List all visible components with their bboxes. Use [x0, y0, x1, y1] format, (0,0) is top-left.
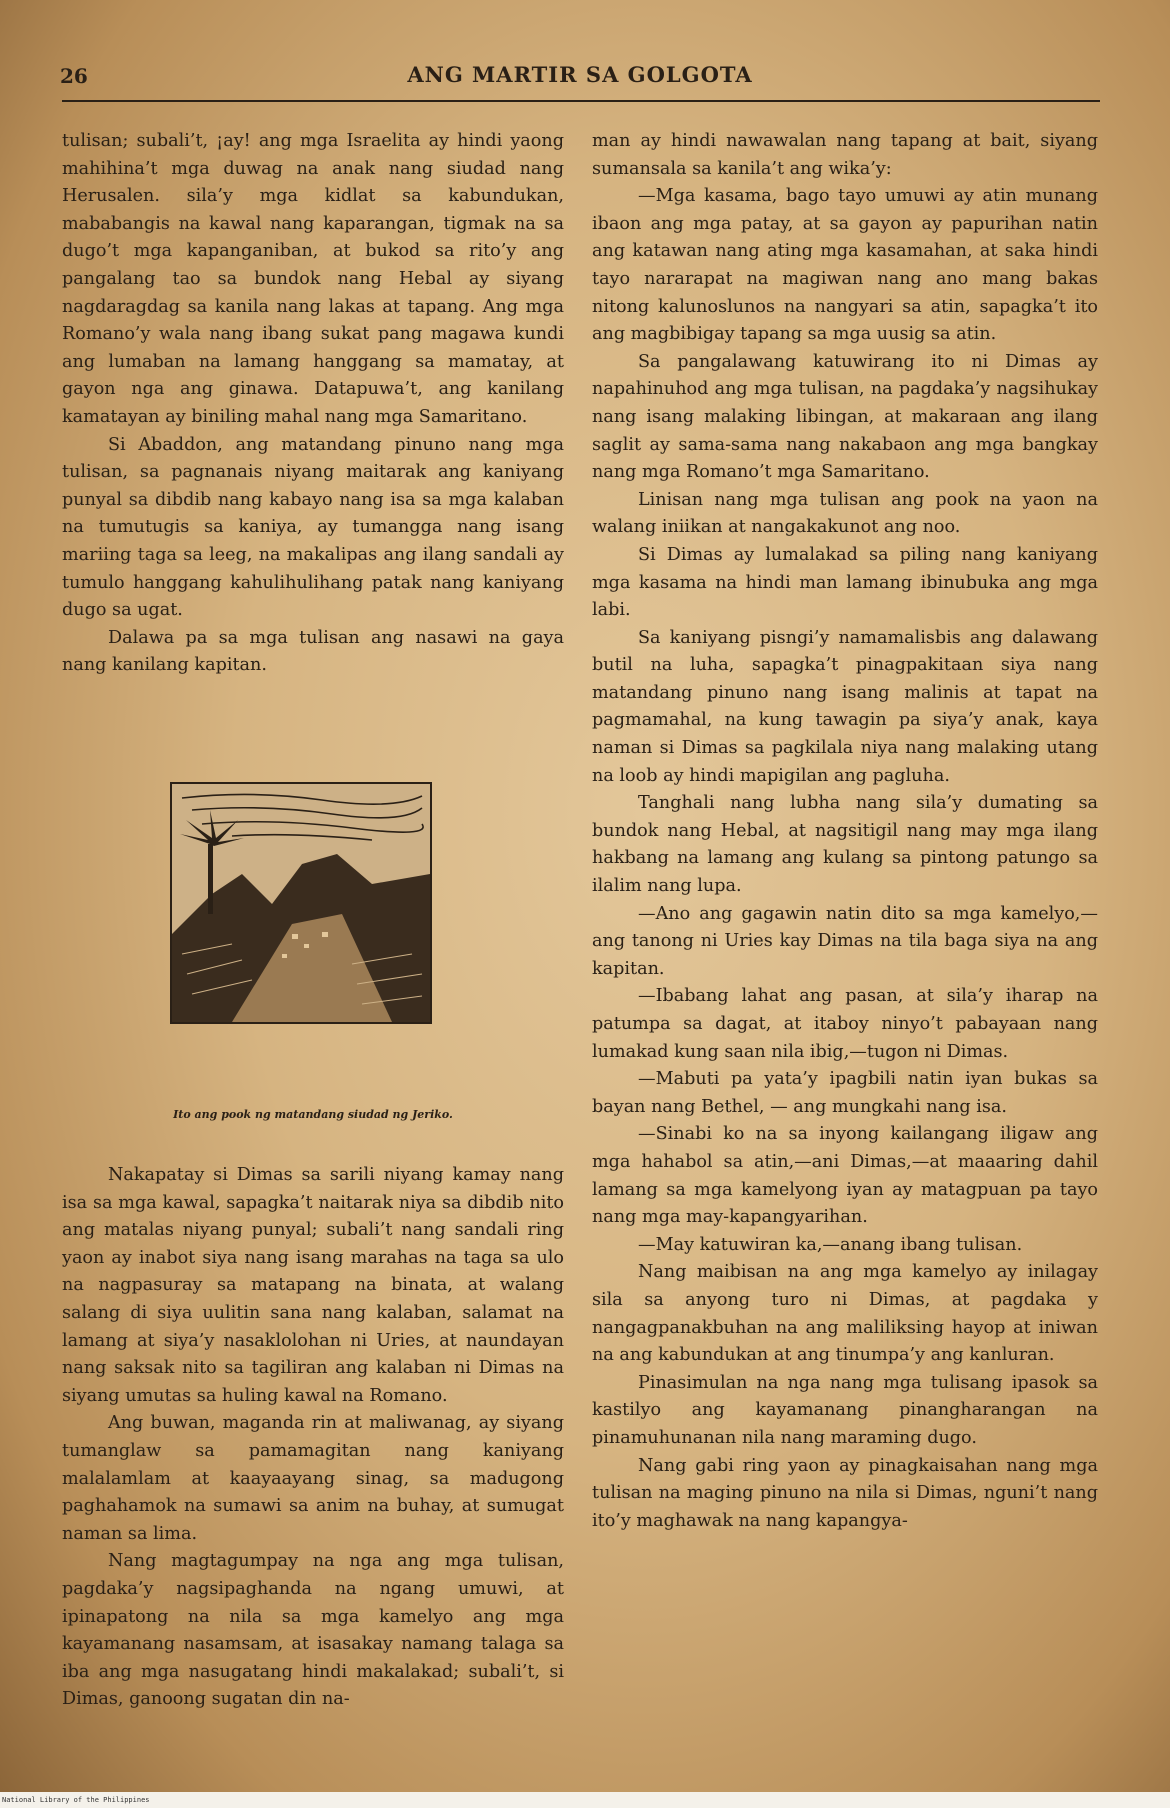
library-credit: National Library of the Philippines: [0, 1792, 1170, 1808]
paragraph: —Ano ang gagawin natin dito sa mga kamelyo,—ang tanong ni Uries kay Dimas na tila baga siya na ang kapitan.: [592, 903, 1098, 979]
paragraph: Linisan nang mga tulisan ang pook na yaon na walang iniikan at nangakakunot ang noo.: [592, 489, 1098, 538]
paragraph: —Sinabi ko na sa inyong kailangang iligaw ang mga hahabol sa atin,—ani Dimas,—at maaaring dahil lamang sa mga kamelyong iyan ay matagpuan pa tayo nang mga may-kapangyarihan.: [592, 1124, 1098, 1228]
paragraph: man ay hindi nawawalan nang tapang at bait, siyang sumansala sa kanila’t ang wika’y:: [592, 131, 1098, 179]
paragraph: Pinasimulan na nga nang mga tulisang ipasok sa kastilyo ang kayamanang pinangharangan na pinamuhunanan nila nang maraming dugo.: [592, 1372, 1098, 1448]
right-column: [592, 128, 1098, 1535]
paragraph: Nang maibisan na ang mga kamelyo ay inilagay sila sa anyong turo ni Dimas, at pagdaka y nangagpanakbuhan na ang maliliksing hayop at iniwan na ang kabundukan at ang tinumpa’y ang kanluran.: [592, 1262, 1098, 1366]
paragraph: —Mga kasama, bago tayo umuwi ay atin munang ibaon ang mga patay, at sa gayon ay papurihan natin ang katawan nang ating mga kasamahan, at saka hindi tayo nararapat na magiwan nang ano mang bakas nitong kalunoslunos na nangyari sa atin, sapagka’t ito ang magbibigay tapang sa mga uusig sa atin.: [592, 186, 1098, 345]
running-title: ANG MARTIR SA GOLGOTA: [407, 62, 753, 87]
paragraph: —May katuwiran ka,—anang ibang tulisan.: [638, 1234, 1023, 1255]
paragraph: Si Abaddon, ang matandang pinuno nang mga tulisan, sa pagnanais niyang maitarak ang kaniyang punyal sa dibdib nang kabayo nang isa sa mga kalaban na tumutugis sa kaniya, ay tumangga nang isang mariing taga sa leeg, na makalipas ang ilang sandali ay tumulo hanggang kahulihulihang patak nang kaniyang dugo sa ugat.: [62, 434, 564, 621]
figure-caption: Ito ang pook ng matandang siudad ng Jeriko.: [173, 1108, 453, 1121]
paragraph: Nang gabi ring yaon ay pinagkaisahan nang mga tulisan na maging pinuno na nila si Dimas, nguni’t nang ito’y maghawak na nang kapangya-: [592, 1455, 1098, 1531]
left-column-bottom: [62, 1162, 564, 1714]
paragraph: Nakapatay si Dimas sa sarili niyang kamay nang isa sa mga kawal, sapagka’t naitarak niya sa dibdib nito ang matalas niyang punyal; subali’t nang sandali ring yaon ay inabot siya nang isang marahas na taga sa ulo na nagpasuray sa matapang na binata, at walang salang di siya uulitin sana nang kalaban, salamat na lamang at siya’y nasaklolohan ni Uries, at naundayan nang saksak nito sa tagiliran ang kalaban ni Dimas na siyang umutas sa huling kawal na Romano.: [62, 1165, 564, 1406]
page-number: 26: [60, 64, 88, 88]
header-rule: [62, 100, 1100, 102]
paragraph: Tanghali nang lubha nang sila’y dumating sa bundok nang Hebal, at nagsitigil nang may mga ilang hakbang na lamang ang kulang sa pintong patungo sa ilalim nang lupa.: [592, 793, 1098, 897]
paragraph: —Ibabang lahat ang pasan, at sila’y iharap na patumpa sa dagat, at itaboy ninyo’t pabayaan nang lumakad kung saan nila ibig,—tugon ni Dimas.: [592, 986, 1098, 1062]
left-column-top: [62, 128, 564, 680]
landscape-picture: [172, 784, 430, 1022]
paragraph: —Mabuti pa yata’y ipagbili natin iyan bukas sa bayan nang Bethel, — ang mungkahi nang isa.: [592, 1069, 1098, 1117]
page-header: [60, 58, 1100, 92]
paragraph: Ang buwan, maganda rin at maliwanag, ay siyang tumanglaw sa pamamagitan nang kaniyang malalamlam at kaayaayang sinag, sa madugong paghahamok na sumawi sa anim na buhay, at sumugat naman sa lima.: [62, 1413, 564, 1544]
paragraph: Sa kaniyang pisngi’y namamalisbis ang dalawang butil na luha, sapagka’t pinagpakitaan siya nang matandang pinuno nang isang malinis at tapat na pagmamahal, na kung tawagin pa siya’y anak, kaya naman si Dimas sa pagkilala niya nang malaking utang na loob ay hindi mapigilan ang pagluha.: [592, 627, 1098, 786]
paragraph: Si Dimas ay lumalakad sa piling nang kaniyang mga kasama na hindi man lamang ibinubuka ang mga labi.: [592, 544, 1098, 621]
paragraph: Sa pangalawang katuwirang ito ni Dimas ay napahinuhod ang mga tulisan, na pagdaka’y nagsihukay nang isang malaking libingan, at makaraan ang ilang saglit ay sama-sama nang nakabaon ang mga bangkay nang mga Romano’t mga Samaritano.: [592, 351, 1098, 483]
paragraph: Nang magtagumpay na nga ang mga tulisan, pagdaka’y nagsipaghanda na ngang umuwi, at ipinapatong na nila sa mga kamelyo ang mga kayamanang nasamsam, at isasakay namang talaga sa iba ang mga nasugatang hindi makalakad; subali’t, si Dimas, ganoong sugatan din na-: [62, 1551, 564, 1710]
paragraph: Dalawa pa sa mga tulisan ang nasawi na gaya nang kanilang kapitan.: [62, 627, 564, 676]
paragraph: tulisan; subali’t, ¡ay! ang mga Israelita ay hindi yaong mahihina’t mga duwag na anak nang siudad nang Herusalen. sila’y mga kidlat sa kabundukan, mababangis na kawal nang kaparangan, tigmak na sa dugo’t mga kapanganiban, at bukod sa rito’y ang pangalang tao sa bundok nang Hebal ay siyang nagdaragdag sa kanila nang lakas at tapang. Ang mga Romano’y wala nang ibang sukat pang magawa kundi ang lumaban na lamang hanggang sa mamatay, at gayon nga ang ginawa. Datapuwa’t, ang kanilang kamatayan ay biniling mahal nang mga Samaritano.: [62, 131, 564, 427]
woodcut-illustration: [170, 782, 432, 1024]
